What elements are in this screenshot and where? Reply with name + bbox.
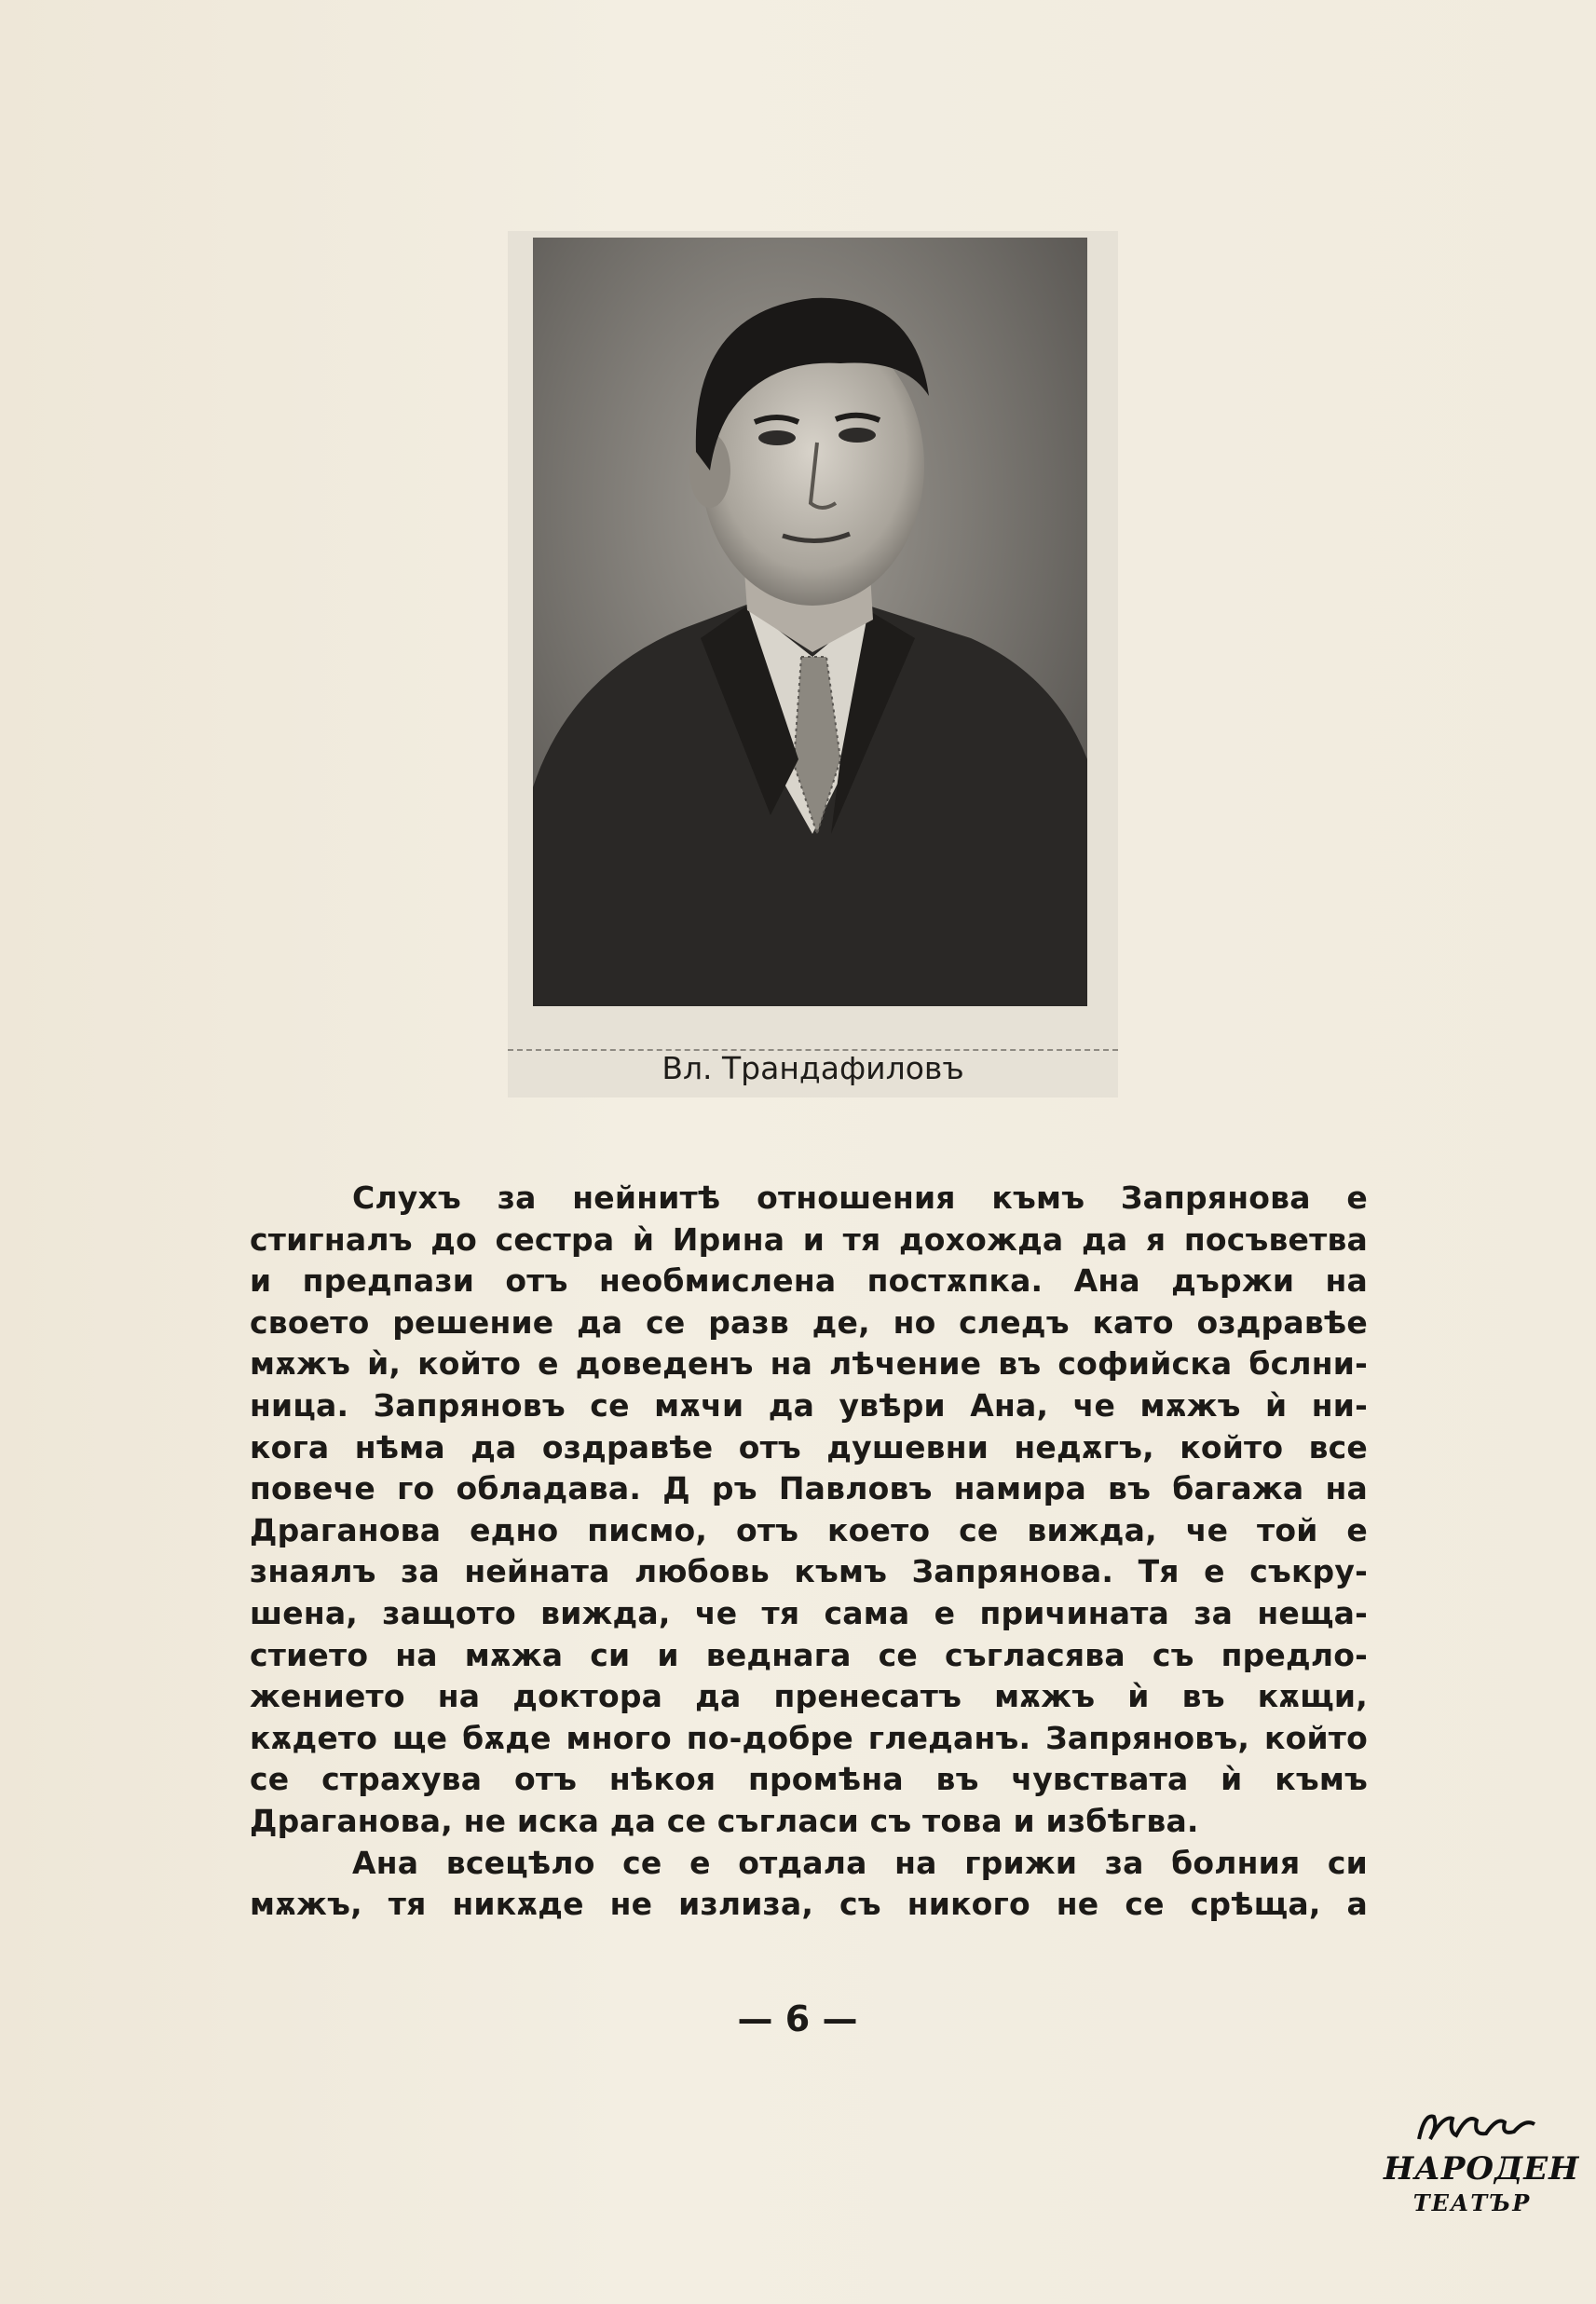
text-line: стието на мѫжа си и веднага се съгласява съ предло- — [250, 1636, 1368, 1673]
stamp-line-2: ТЕАТЪР — [1412, 2189, 1532, 2216]
text-line: Слухъ за нейнитѣ отношения къмъ Запрянова е — [352, 1179, 1368, 1216]
text-line: мѫжъ ѝ, който е доведенъ на лѣчение въ софийска бслни- — [250, 1345, 1368, 1383]
paragraph-2 — [250, 1843, 1368, 1926]
text-line: знаялъ за нейната любовь къмъ Запрянова. Тя е съкру- — [250, 1553, 1368, 1590]
signature-mark — [1412, 2107, 1542, 2148]
national-theatre-stamp — [1384, 2104, 1580, 2243]
text-line: ница. Запряновъ се мѫчи да увѣри Ана, че мѫжъ ѝ ни- — [250, 1386, 1368, 1424]
text-line: стигналъ до сестра ѝ Ирина и тя дохожда да я посъветва — [250, 1220, 1368, 1258]
text-line: Ана всецѣло се е отдала на грижи за болния си — [352, 1844, 1368, 1881]
text-line: кога нѣма да оздравѣе отъ душевни недѫгъ, който все — [250, 1428, 1368, 1466]
body-text — [250, 1178, 1368, 1926]
text-line: своето решение да се разв де, но следъ като оздравѣе — [250, 1303, 1368, 1341]
paragraph-1 — [250, 1178, 1368, 1843]
text-line: и предпази отъ необмислена постѫпка. Ана държи на — [250, 1262, 1368, 1300]
actor-portrait-photo — [533, 238, 1087, 1006]
photo-caption: Вл. Трандафиловъ — [662, 1050, 964, 1086]
text-line: шена, защото вижда, че тя сама е причината за неща- — [250, 1594, 1368, 1631]
stamp-line-1: НАРОДЕН — [1384, 2150, 1580, 2188]
text-line: жението на доктора да пренесатъ мѫжъ ѝ въ кѫщи, — [250, 1678, 1368, 1715]
portrait-illustration — [533, 238, 1087, 1006]
text-line: мѫжъ, тя никѫде не излиза, съ никого не се срѣща, а — [250, 1886, 1368, 1923]
text-line: кѫдето ще бѫде много по-добре гледанъ. Запряновъ, който — [250, 1719, 1368, 1756]
page-number: — 6 — — [737, 1998, 858, 2039]
text-line: повече го обладава. Д ръ Павловъ намира въ багажа на — [250, 1470, 1368, 1507]
text-line: Драганова, не иска да се съгласи съ това и избѣгва. — [250, 1802, 1199, 1839]
text-line: се страхува отъ нѣкоя промѣна въ чувствата ѝ къмъ — [250, 1761, 1368, 1798]
text-line: Драганова едно писмо, отъ което се вижда, че той е — [250, 1511, 1368, 1548]
